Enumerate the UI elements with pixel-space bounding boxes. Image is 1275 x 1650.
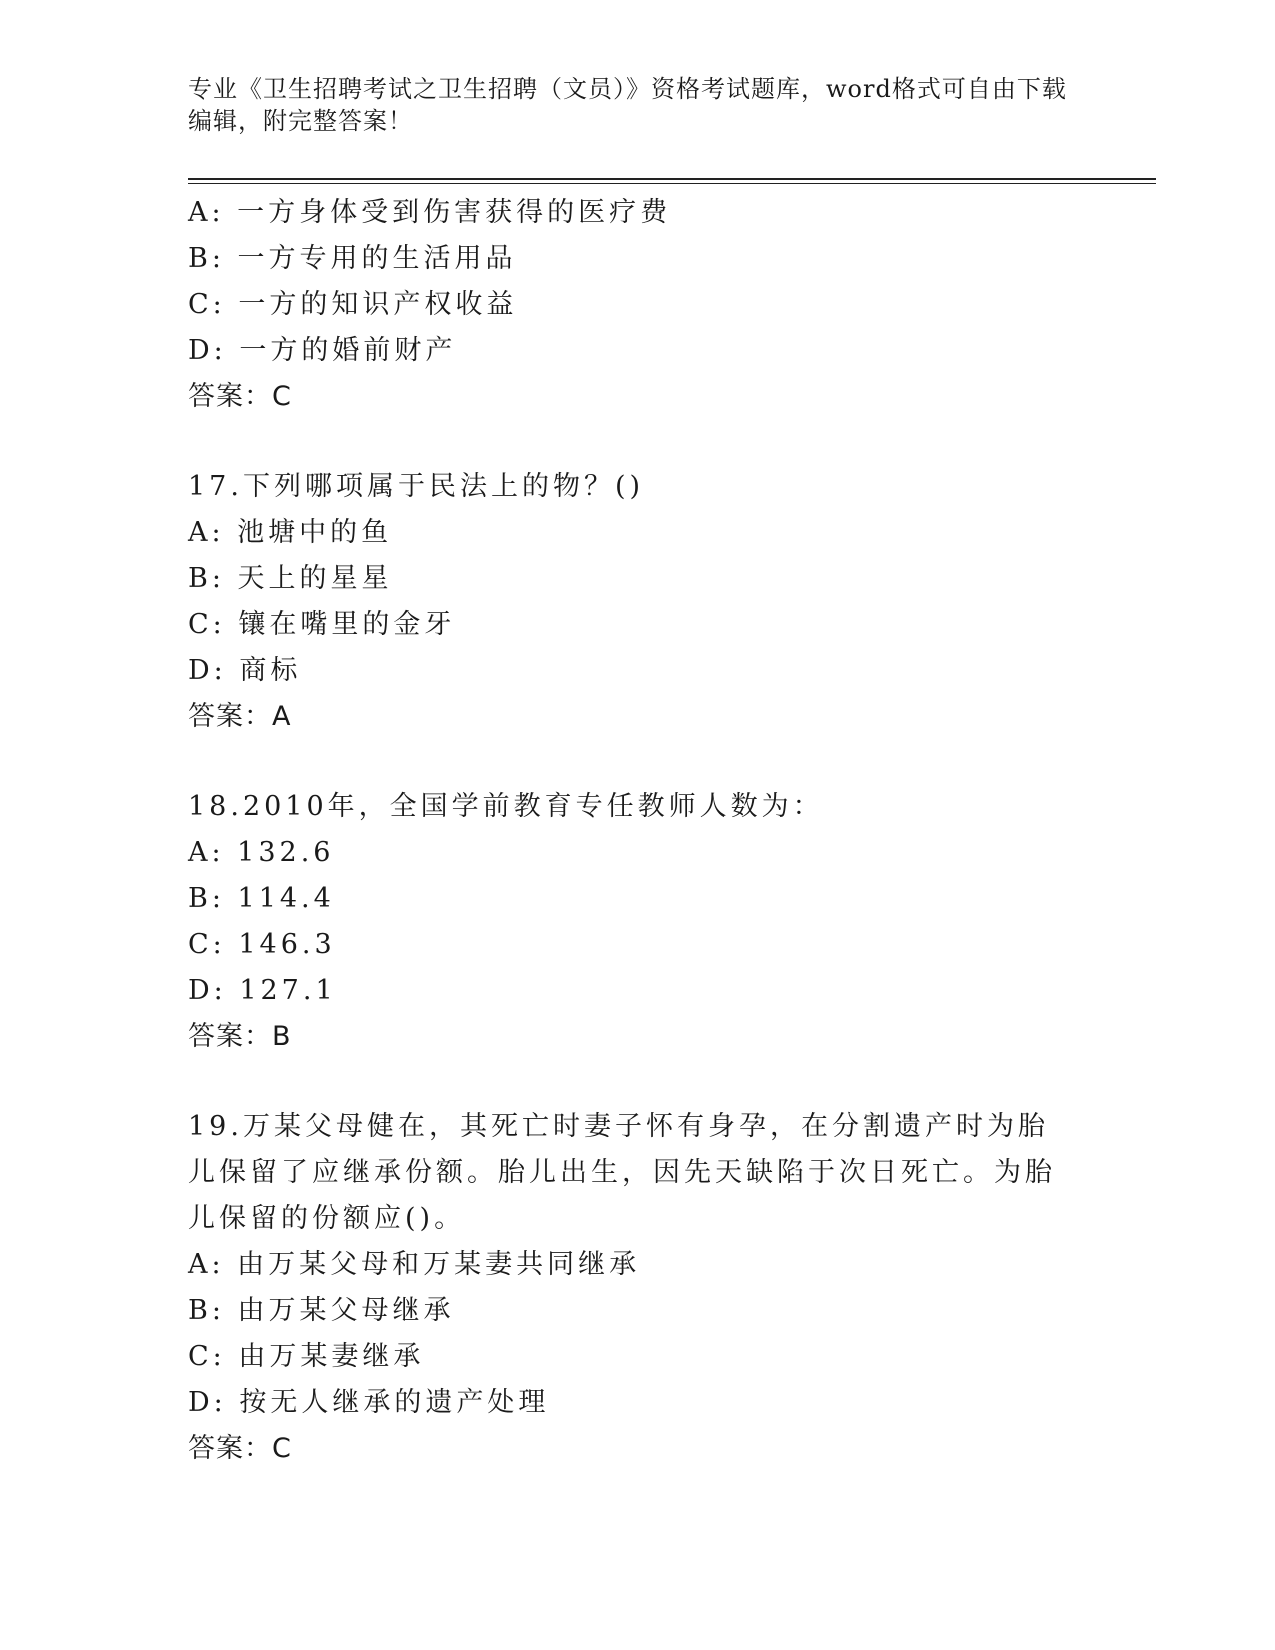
- question-text: 19.万某父母健在，其死亡时妻子怀有身孕，在分割遗产时为胎儿保留了应继承份额。胎儿出生，因先天缺陷于次日死亡。为胎儿保留的份额应()。: [188, 1111, 1056, 1234]
- question-16: [188, 190, 1088, 420]
- answer-line: 答案：B: [188, 1021, 292, 1052]
- option-b: B: 由万某父母继承: [188, 1295, 455, 1326]
- option-a: A: 一方身体受到伤害获得的医疗费: [188, 197, 672, 228]
- option-d: D: 按无人继承的遗产处理: [188, 1387, 550, 1418]
- option-c: C: 一方的知识产权收益: [188, 289, 518, 320]
- option-c: C: 由万某妻继承: [188, 1341, 425, 1372]
- option-a: A: 由万某父母和万某妻共同继承: [188, 1249, 641, 1280]
- option-d: D: 一方的婚前财产: [188, 335, 457, 366]
- answer-line: 答案：C: [188, 381, 292, 412]
- question-text: 18.2010年，全国学前教育专任教师人数为：: [188, 791, 824, 822]
- question-text: 17.下列哪项属于民法上的物？(): [188, 471, 645, 502]
- header-divider-thick: [188, 178, 1156, 180]
- option-a: A: 池塘中的鱼: [188, 517, 393, 548]
- answer-line: 答案：C: [188, 1433, 292, 1464]
- option-b: B: 114.4: [188, 883, 335, 914]
- question-list: [188, 190, 1088, 1472]
- option-d: D: 127.1: [188, 975, 337, 1006]
- option-b: B: 一方专用的生活用品: [188, 243, 517, 274]
- option-c: C: 镶在嘴里的金牙: [188, 609, 456, 640]
- option-d: D: 商标: [188, 655, 302, 686]
- option-b: B: 天上的星星: [188, 563, 393, 594]
- question-19: [188, 1104, 1088, 1472]
- question-18: [188, 784, 1088, 1060]
- document-header: 专业《卫生招聘考试之卫生招聘（文员）》资格考试题库，word格式可自由下载编辑，附完整答案！: [188, 75, 1067, 135]
- header-divider-thin: [188, 183, 1156, 184]
- answer-line: 答案：A: [188, 701, 292, 732]
- option-a: A: 132.6: [188, 837, 335, 868]
- option-c: C: 146.3: [188, 929, 336, 960]
- question-17: [188, 464, 1088, 740]
